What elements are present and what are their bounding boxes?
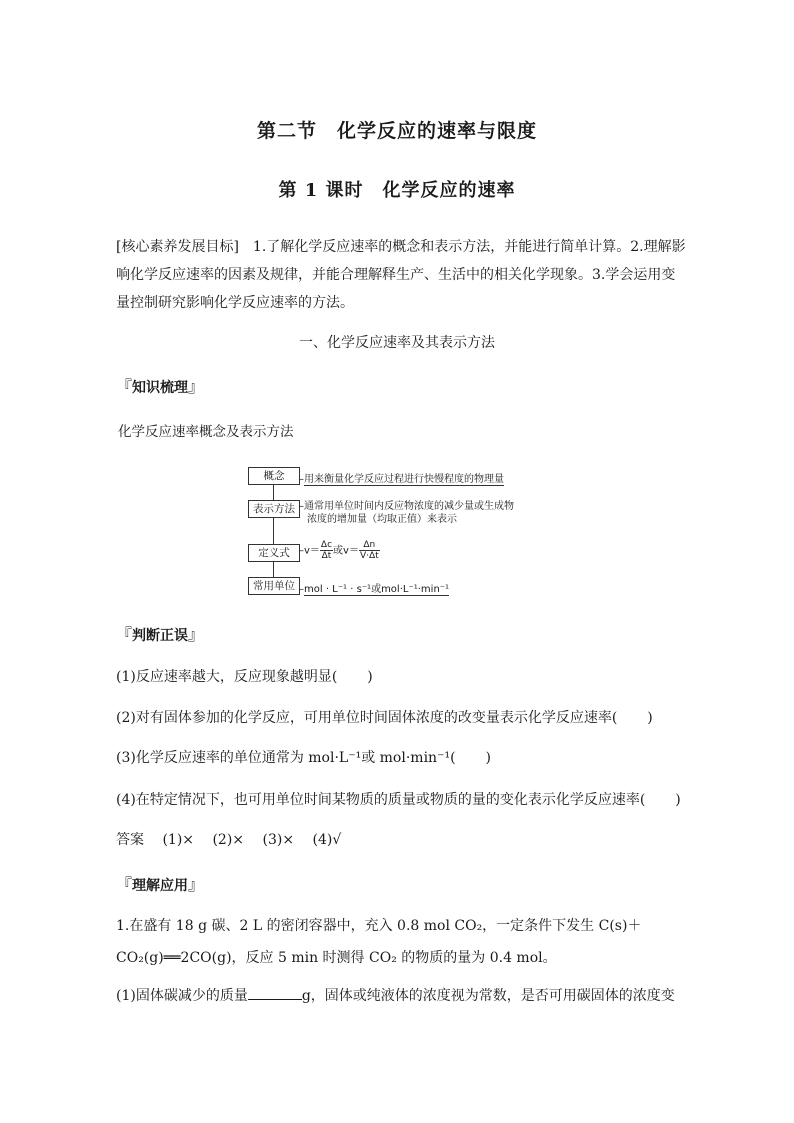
answer-3: (3)× [262, 832, 295, 848]
close-paren: ) [367, 669, 373, 685]
problem-line-2: CO₂(g)══2CO(g)，反应 5 min 时测得 CO₂ 的物质的量为 0.4 mol。 [116, 950, 557, 966]
core-goals: [核心素养发展目标] 1.了解化学反应速率的概念和表示方法，并能进行简单计算。2.理解影响化学反应速率的因素及规律，并能合理解释生产、生活中的相关化学现象。3.学会运用变量控制研究影响化学反应速率的方法。 [116, 239, 686, 311]
close-paren: ) [647, 710, 653, 726]
formula-v1: v＝ [304, 545, 320, 557]
judge-question-4 [116, 789, 681, 809]
method-text-line1: 通常用单位时间内反应物浓度的减少量或生成物 [304, 501, 514, 512]
answer-label: 答案 [116, 832, 144, 848]
corner-bracket-open: 『 [116, 625, 133, 644]
answer-blank[interactable] [248, 987, 302, 1000]
question-text: (3)化学反应速率的单位通常为 mol·L⁻¹或 mol·min⁻¹( [116, 750, 456, 766]
close-paren: ) [485, 750, 491, 766]
unit-text-value: mol · L⁻¹ · s⁻¹或mol·L⁻¹·min⁻¹ [304, 584, 450, 595]
question-text: (4)在特定情况下，也可用单位时间某物质的质量或物质的量的变化表示化学反应速率( [116, 792, 646, 808]
judge-question-1 [116, 666, 373, 686]
connector-line [273, 485, 274, 500]
fraction-1-den: Δt [321, 551, 332, 561]
section-title: 第二节 化学反应的速率与限度 [256, 120, 537, 142]
connector-line [273, 562, 274, 577]
method-text: –通常用单位时间内反应物浓度的减少量或生成物 浓度的增加量（均取正值）来表示 [299, 501, 514, 525]
judge-question-2 [116, 707, 653, 727]
corner-bracket-open: 『 [116, 377, 133, 396]
corner-bracket-open: 『 [116, 875, 133, 894]
unit-text: –mol · L⁻¹ · s⁻¹或mol·L⁻¹·min⁻¹ [299, 584, 450, 595]
tag-apply-label: 理解应用 [132, 878, 189, 894]
sub1-text-after: g，固体或纯液体的浓度视为常数，是否可用碳固体的浓度变 [301, 988, 675, 1004]
formula-text: –v＝ $\frac{\Delta c}{\Delta t}$ 或v＝ $\frac{\Delta n}{V\cdot\Delta t}$ [299, 540, 379, 561]
question-text: (2)对有固体参加的化学反应，可用单位时间固体浓度的改变量表示化学反应速率( [116, 710, 618, 726]
tag-knowledge-label: 知识梳理 [132, 380, 189, 396]
concept-text-value: 用来衡量化学反应过程进行快慢程度的物理量 [304, 474, 504, 485]
concept-box: 概念 [248, 467, 300, 485]
answer-1: (1)× [162, 832, 195, 848]
corner-bracket-close: 』 [188, 625, 205, 644]
fraction-2-num: Δn [359, 540, 380, 551]
lesson-title: 第 1 课时 化学反应的速率 [278, 180, 516, 201]
corner-bracket-close: 』 [188, 377, 205, 396]
formula-box: 定义式 [248, 544, 300, 562]
question-text: (1)反应速率越大，反应现象越明显( [116, 669, 338, 685]
subheading: 化学反应速率概念及表示方法 [118, 424, 294, 440]
method-box: 表示方法 [248, 500, 300, 518]
answer-line [116, 829, 355, 849]
sub1-text-before: (1)固体碳减少的质量 [116, 988, 248, 1004]
judge-question-3 [116, 747, 491, 767]
method-text-line2: 浓度的增加量（均取正值）来表示 [307, 514, 457, 525]
tag-knowledge [116, 374, 204, 397]
answer-4: (4)√ [312, 832, 342, 848]
problem-sub-1 [116, 980, 678, 1012]
fraction-2 [359, 540, 380, 561]
formula-or: 或v＝ [333, 545, 359, 557]
tag-apply [116, 872, 204, 895]
corner-bracket-close: 』 [188, 875, 205, 894]
tag-judge-label: 判断正误 [132, 628, 189, 644]
close-paren: ) [675, 792, 681, 808]
fraction-1 [320, 540, 333, 561]
fraction-1-num: Δc [320, 540, 333, 550]
part-heading: 一、化学反应速率及其表示方法 [299, 335, 495, 351]
problem-line-1: 1.在盛有 18 g 碳、2 L 的密闭容器中，充入 0.8 mol CO₂，一定条件下发生 C(s)＋ [116, 918, 642, 934]
problem-1 [116, 910, 678, 1012]
tag-judge [116, 622, 204, 645]
connector-line [273, 518, 274, 544]
unit-box: 常用单位 [248, 577, 300, 595]
fraction-2-den: V·Δt [359, 551, 379, 561]
answer-2: (2)× [212, 832, 245, 848]
concept-text: –用来衡量化学反应过程进行快慢程度的物理量 [299, 474, 504, 485]
